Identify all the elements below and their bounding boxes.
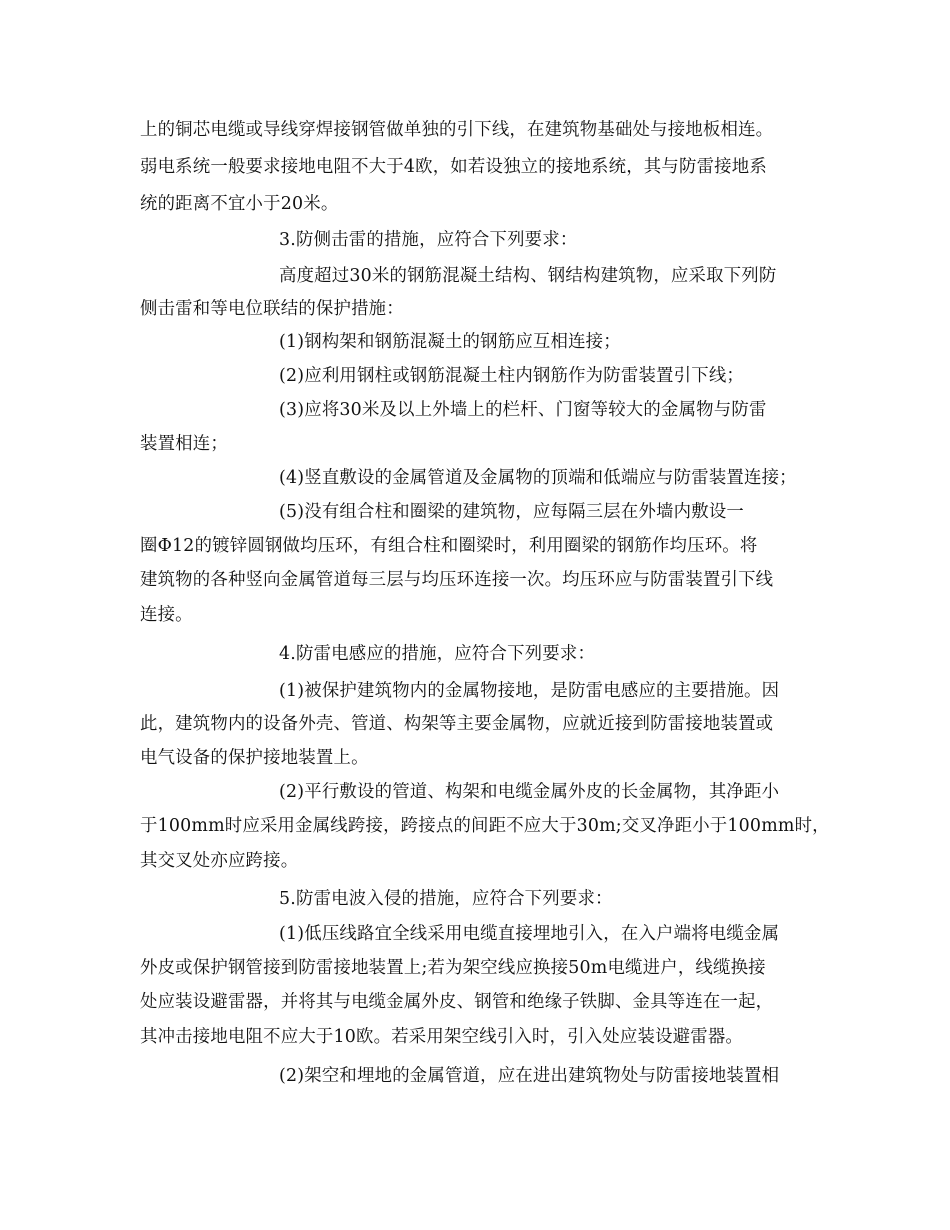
body-text-line: 于100mm时应采用金属线跨接，跨接点的间距不应大于30m;交叉净距小于100mm时， <box>140 816 830 836</box>
list-item: (4)竖直敷设的金属管道及金属物的顶端和低端应与防雷装置连接； <box>279 468 797 488</box>
body-text-line: 上的铜芯电缆或导线穿焊接钢管做单独的引下线，在建筑物基础处与接地板相连。 <box>140 120 774 140</box>
body-text-line: 其交叉处亦应跨接。 <box>140 851 299 871</box>
list-item: (2)平行敷设的管道、构架和电缆金属外皮的长金属物，其净距小 <box>279 782 780 802</box>
body-text-line: 电气设备的保护接地装置上。 <box>140 748 369 768</box>
body-text-line: 圈Φ12的镀锌圆钢做均压环，有组合柱和圈梁时，利用圈梁的钢筋作均压环。将 <box>140 536 758 556</box>
body-text-line: 建筑物的各种竖向金属管道每三层与均压环连接一次。均压环应与防雷装置引下线 <box>140 570 774 590</box>
list-item: (1)低压线路宜全线采用电缆直接埋地引入，在入户端将电缆金属 <box>279 924 780 944</box>
body-text-line: 弱电系统一般要求接地电阻不大于4欧，如若设独立的接地系统，其与防雷接地系 <box>140 157 767 177</box>
body-text-line: 外皮或保护钢管接到防雷接地装置上;若为架空线应换接50m电缆进户，线缆换接 <box>140 958 766 978</box>
list-item: (1)被保护建筑物内的金属物接地，是防雷电感应的主要措施。因 <box>279 681 780 701</box>
body-text-line: 此，建筑物内的设备外壳、管道、构架等主要金属物，应就近接到防雷接地装置或 <box>140 714 774 734</box>
list-item: (3)应将30米及以上外墙上的栏杆、门窗等较大的金属物与防雷 <box>279 400 767 420</box>
body-text-line: 侧击雷和等电位联结的保护措施： <box>140 299 404 319</box>
list-item: (2)架空和埋地的金属管道，应在进出建筑物处与防雷接地装置相 <box>279 1066 780 1086</box>
section-heading: 5.防雷电波入侵的措施，应符合下列要求： <box>279 889 613 909</box>
section-heading: 4.防雷电感应的措施，应符合下列要求： <box>279 644 596 664</box>
body-text-line: 装置相连； <box>140 434 228 454</box>
body-text-line: 其冲击接地电阻不应大于10欧。若采用架空线引入时，引入处应装设避雷器。 <box>140 1027 744 1047</box>
paragraph-first-line: 高度超过30米的钢筋混凝土结构、钢结构建筑物，应采取下列防 <box>279 266 777 286</box>
body-text-line: 处应装设避雷器，并将其与电缆金属外皮、钢管和绝缘子铁脚、金具等连在一起， <box>140 992 774 1012</box>
section-heading: 3.防侧击雷的措施，应符合下列要求： <box>279 230 578 250</box>
list-item: (1)钢构架和钢筋混凝土的钢筋应互相连接； <box>279 332 621 352</box>
list-item: (2)应利用钢柱或钢筋混凝土柱内钢筋作为防雷装置引下线； <box>279 366 745 386</box>
body-text-line: 连接。 <box>140 605 193 625</box>
body-text-line: 统的距离不宜小于20米。 <box>140 194 339 214</box>
list-item: (5)没有组合柱和圈梁的建筑物，应每隔三层在外墙内敷设一 <box>279 502 745 522</box>
